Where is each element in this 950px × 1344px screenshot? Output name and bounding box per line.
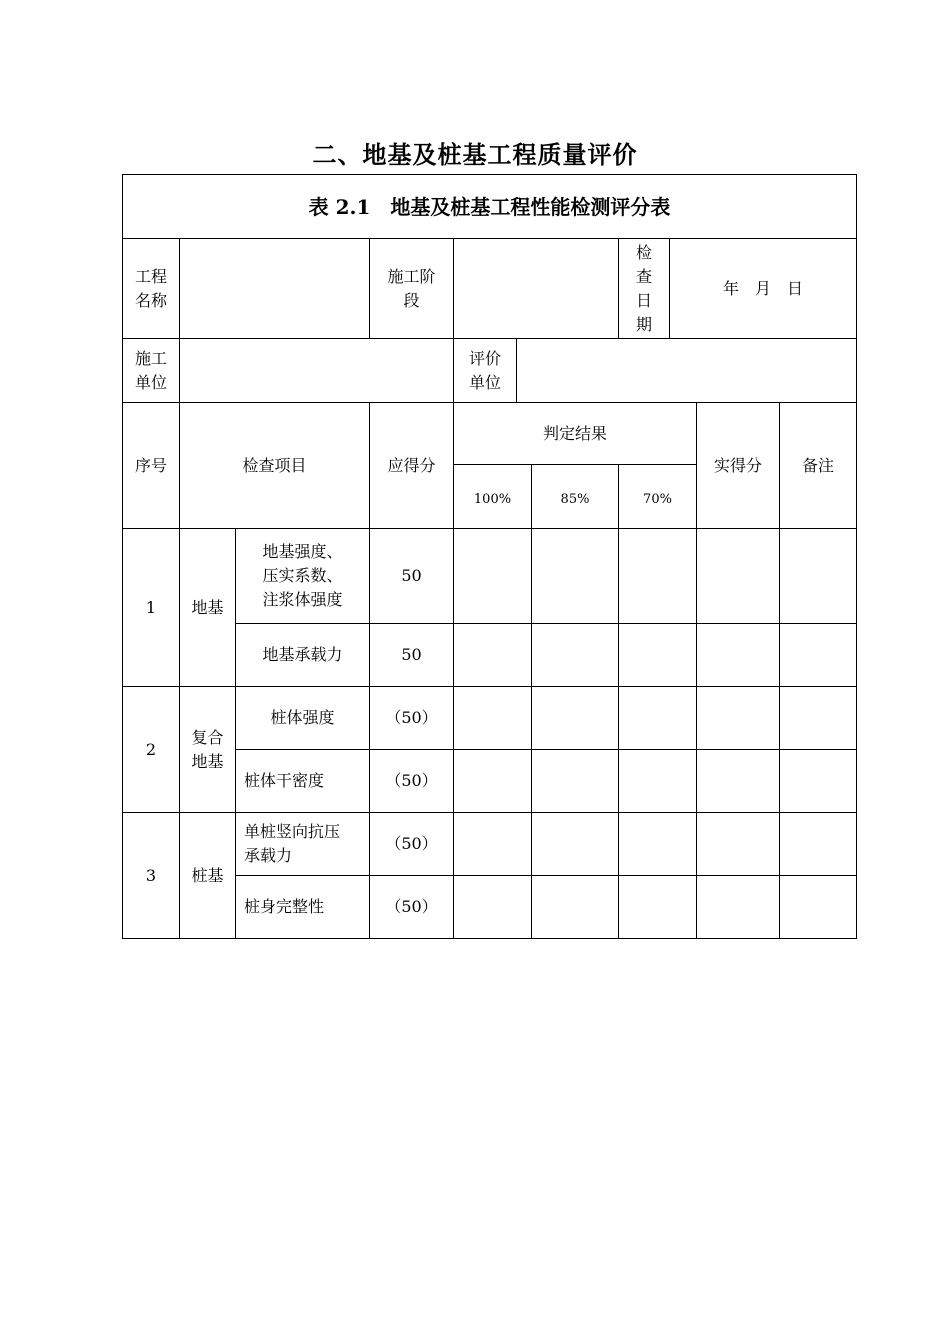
cell-actual[interactable]	[696, 812, 779, 875]
item-name: 单桩竖向抗压 承载力	[235, 812, 369, 875]
cell-remarks[interactable]	[779, 623, 857, 686]
item-score: 50	[369, 528, 453, 623]
group-category: 地基	[179, 528, 235, 686]
table-caption: 表 2.1 地基及桩基工程性能检测评分表	[122, 174, 857, 238]
cell-100[interactable]	[453, 528, 531, 623]
item-name: 桩体干密度	[235, 749, 369, 812]
item-score: 50	[369, 623, 453, 686]
item-name: 桩体强度	[235, 686, 369, 749]
project-name-field[interactable]	[179, 238, 369, 338]
group-seq: 3	[122, 812, 179, 939]
construction-unit-label: 施工 单位	[122, 338, 179, 402]
item-score: （50）	[369, 749, 453, 812]
cell-actual[interactable]	[696, 686, 779, 749]
cell-70[interactable]	[618, 749, 696, 812]
cell-85[interactable]	[531, 875, 618, 939]
group-category: 桩基	[179, 812, 235, 939]
col-score-due: 应得分	[369, 402, 453, 528]
item-name: 桩身完整性	[235, 875, 369, 939]
cell-70[interactable]	[618, 812, 696, 875]
col-pct-100: 100%	[453, 464, 531, 528]
cell-100[interactable]	[453, 623, 531, 686]
col-remarks: 备注	[779, 402, 857, 528]
check-date-field[interactable]: 年 月 日	[669, 238, 857, 338]
item-name: 地基强度、 压实系数、 注浆体强度	[235, 528, 369, 623]
eval-unit-field[interactable]	[516, 338, 857, 402]
col-item: 检查项目	[179, 402, 369, 528]
cell-100[interactable]	[453, 812, 531, 875]
project-name-label: 工程 名称	[122, 238, 179, 338]
cell-100[interactable]	[453, 749, 531, 812]
cell-remarks[interactable]	[779, 528, 857, 623]
group-category: 复合 地基	[179, 686, 235, 812]
col-pct-85: 85%	[531, 464, 618, 528]
col-pct-70: 70%	[618, 464, 696, 528]
cell-85[interactable]	[531, 623, 618, 686]
cell-85[interactable]	[531, 812, 618, 875]
stage-label: 施工阶 段	[369, 238, 453, 338]
group-seq: 2	[122, 686, 179, 812]
check-date-label: 检 查 日 期	[618, 238, 669, 338]
cell-actual[interactable]	[696, 623, 779, 686]
col-actual: 实得分	[696, 402, 779, 528]
cell-remarks[interactable]	[779, 749, 857, 812]
cell-85[interactable]	[531, 528, 618, 623]
page-title: 二、地基及桩基工程质量评价	[312, 140, 638, 169]
item-score: （50）	[369, 686, 453, 749]
item-name: 地基承载力	[235, 623, 369, 686]
evaluation-table	[122, 174, 857, 939]
cell-remarks[interactable]	[779, 875, 857, 939]
cell-70[interactable]	[618, 528, 696, 623]
cell-70[interactable]	[618, 686, 696, 749]
col-judgement: 判定结果	[453, 402, 696, 464]
cell-70[interactable]	[618, 875, 696, 939]
cell-100[interactable]	[453, 875, 531, 939]
construction-unit-field[interactable]	[179, 338, 453, 402]
eval-unit-label: 评价 单位	[453, 338, 516, 402]
cell-70[interactable]	[618, 623, 696, 686]
cell-100[interactable]	[453, 686, 531, 749]
group-seq: 1	[122, 528, 179, 686]
stage-field[interactable]	[453, 238, 618, 338]
cell-actual[interactable]	[696, 749, 779, 812]
item-score: （50）	[369, 875, 453, 939]
cell-actual[interactable]	[696, 875, 779, 939]
cell-actual[interactable]	[696, 528, 779, 623]
col-seq: 序号	[122, 402, 179, 528]
cell-remarks[interactable]	[779, 686, 857, 749]
cell-85[interactable]	[531, 686, 618, 749]
cell-85[interactable]	[531, 749, 618, 812]
cell-remarks[interactable]	[779, 812, 857, 875]
item-score: （50）	[369, 812, 453, 875]
